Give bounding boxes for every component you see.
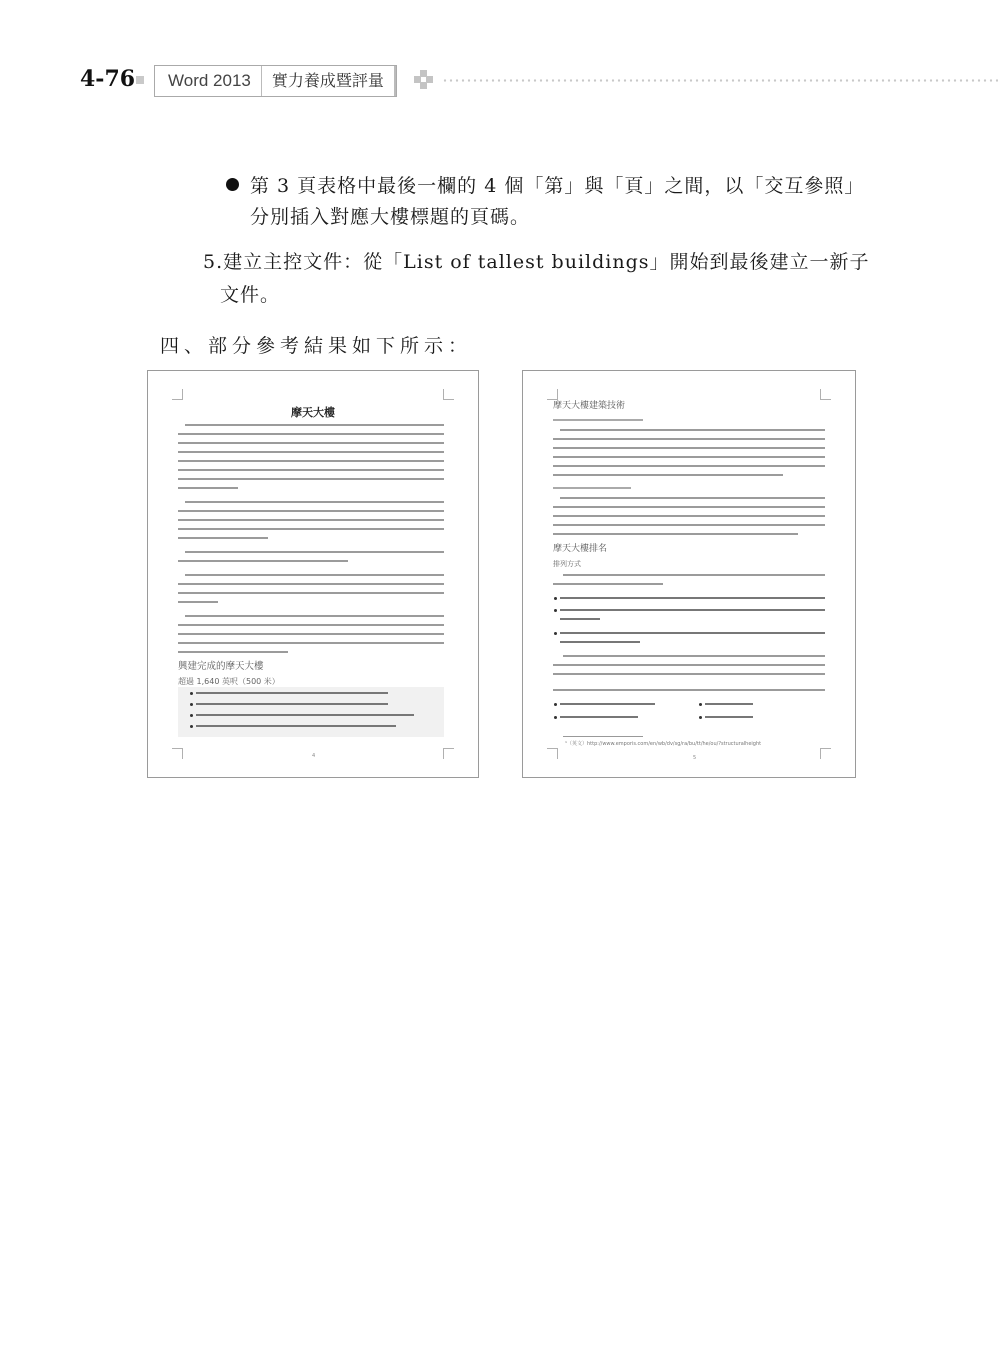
- doc-heading: 摩天大樓建築技術: [553, 401, 626, 411]
- text-line: [185, 574, 444, 576]
- step5-text-line-2: 文件。: [220, 284, 281, 306]
- text-line: [178, 478, 444, 480]
- text-line: [560, 429, 825, 431]
- crop-mark: [443, 748, 454, 759]
- text-line: [185, 501, 444, 503]
- list-bullet: [699, 716, 702, 719]
- text-line: [178, 633, 444, 635]
- doc-preview-page-4: [147, 370, 479, 778]
- text-line: [178, 442, 444, 444]
- text-line: [178, 601, 218, 603]
- text-line: [553, 456, 825, 458]
- crop-mark: [443, 389, 454, 400]
- crop-mark: [820, 389, 831, 400]
- text-line: [178, 560, 348, 562]
- text-line: [178, 510, 444, 512]
- text-line: [563, 574, 825, 576]
- bullet-text-line-2: 分別插入對應大樓標題的頁碼。: [250, 206, 531, 228]
- text-line: [178, 487, 238, 489]
- text-line: [185, 615, 444, 617]
- list-bullet: [190, 714, 193, 717]
- crop-mark: [172, 748, 183, 759]
- text-line: [553, 583, 663, 585]
- list-item: [196, 703, 388, 705]
- text-line: [553, 515, 825, 517]
- header-cross-icon: [414, 70, 434, 90]
- list-bullet: [190, 703, 193, 706]
- list-bullet: [554, 703, 557, 706]
- text-line: [178, 528, 444, 530]
- text-line: [553, 474, 783, 476]
- list-item: [705, 703, 753, 705]
- text-line: [553, 673, 825, 675]
- list-item: [560, 703, 655, 705]
- header-dotted-rule: [442, 79, 998, 82]
- page-number: 4-76: [80, 66, 136, 92]
- text-line: [553, 438, 825, 440]
- text-line: [178, 642, 444, 644]
- list-bullet: [554, 716, 557, 719]
- text-line: [553, 524, 825, 526]
- text-line: [178, 651, 288, 653]
- text-line: [553, 447, 825, 449]
- list-item: [560, 597, 825, 599]
- text-line: [178, 451, 444, 453]
- list-item: [560, 618, 600, 620]
- doc-subheading: 排列方式: [553, 560, 581, 568]
- list-item: [560, 609, 825, 611]
- doc-subheading: 超過 1,640 英呎（500 米）: [178, 677, 280, 686]
- doc-title: 摩天大樓: [291, 406, 335, 419]
- text-line: [185, 551, 444, 553]
- list-bullet: [699, 703, 702, 706]
- doc-heading: 興建完成的摩天大樓: [178, 661, 264, 672]
- text-line: [563, 655, 825, 657]
- crop-mark: [547, 748, 558, 759]
- header-label-box: [154, 65, 397, 97]
- list-shading: [178, 687, 444, 737]
- section-heading: 四、部分參考結果如下所示：: [160, 335, 473, 357]
- crop-mark: [820, 748, 831, 759]
- subheading-line: [553, 487, 631, 489]
- footnote-text: ¹（英文）http://www.emporis.com/en/wb/dv/sg/ra/bu/tt/he/ou/?structuralheight: [565, 741, 762, 747]
- text-line: [178, 433, 444, 435]
- list-bullet: [190, 725, 193, 728]
- list-bullet: [554, 597, 557, 600]
- header-square-icon: [136, 76, 144, 84]
- doc-preview-page-5: [522, 370, 856, 778]
- header-product: Word 2013: [155, 66, 262, 96]
- subheading-line: [553, 419, 643, 421]
- text-line: [553, 664, 825, 666]
- list-item: [560, 716, 638, 718]
- crop-mark: [172, 389, 183, 400]
- bullet-text-line-1: 第 3 頁表格中最後一欄的 4 個「第」與「頁」之間，以「交互參照」: [250, 175, 865, 197]
- text-line: [178, 519, 444, 521]
- doc-page-number: 5: [693, 755, 697, 761]
- bullet-icon: [226, 178, 239, 191]
- doc-heading: 摩天大樓排名: [553, 544, 608, 554]
- list-item: [196, 714, 414, 716]
- text-line: [178, 460, 444, 462]
- page-header: [0, 62, 1000, 102]
- step5-text-line-1: 5.建立主控文件：從「List of tallest buildings」開始到最後建立一新子: [203, 251, 870, 273]
- text-line: [178, 624, 444, 626]
- text-line: [178, 537, 268, 539]
- list-item: [196, 692, 388, 694]
- text-line: [553, 533, 798, 535]
- list-bullet: [554, 632, 557, 635]
- list-item: [705, 716, 753, 718]
- text-line: [553, 506, 825, 508]
- text-line: [178, 592, 444, 594]
- text-line: [553, 689, 825, 691]
- text-line: [560, 497, 825, 499]
- doc-page-number: 4: [312, 753, 316, 759]
- footnote-separator: [563, 736, 643, 737]
- text-line: [185, 424, 444, 426]
- list-item: [560, 632, 825, 634]
- text-line: [553, 465, 825, 467]
- list-bullet: [190, 692, 193, 695]
- header-section: 實力養成暨評量: [262, 66, 396, 96]
- list-bullet: [554, 609, 557, 612]
- list-item: [560, 641, 640, 643]
- list-item: [196, 725, 396, 727]
- text-line: [178, 469, 444, 471]
- text-line: [178, 583, 444, 585]
